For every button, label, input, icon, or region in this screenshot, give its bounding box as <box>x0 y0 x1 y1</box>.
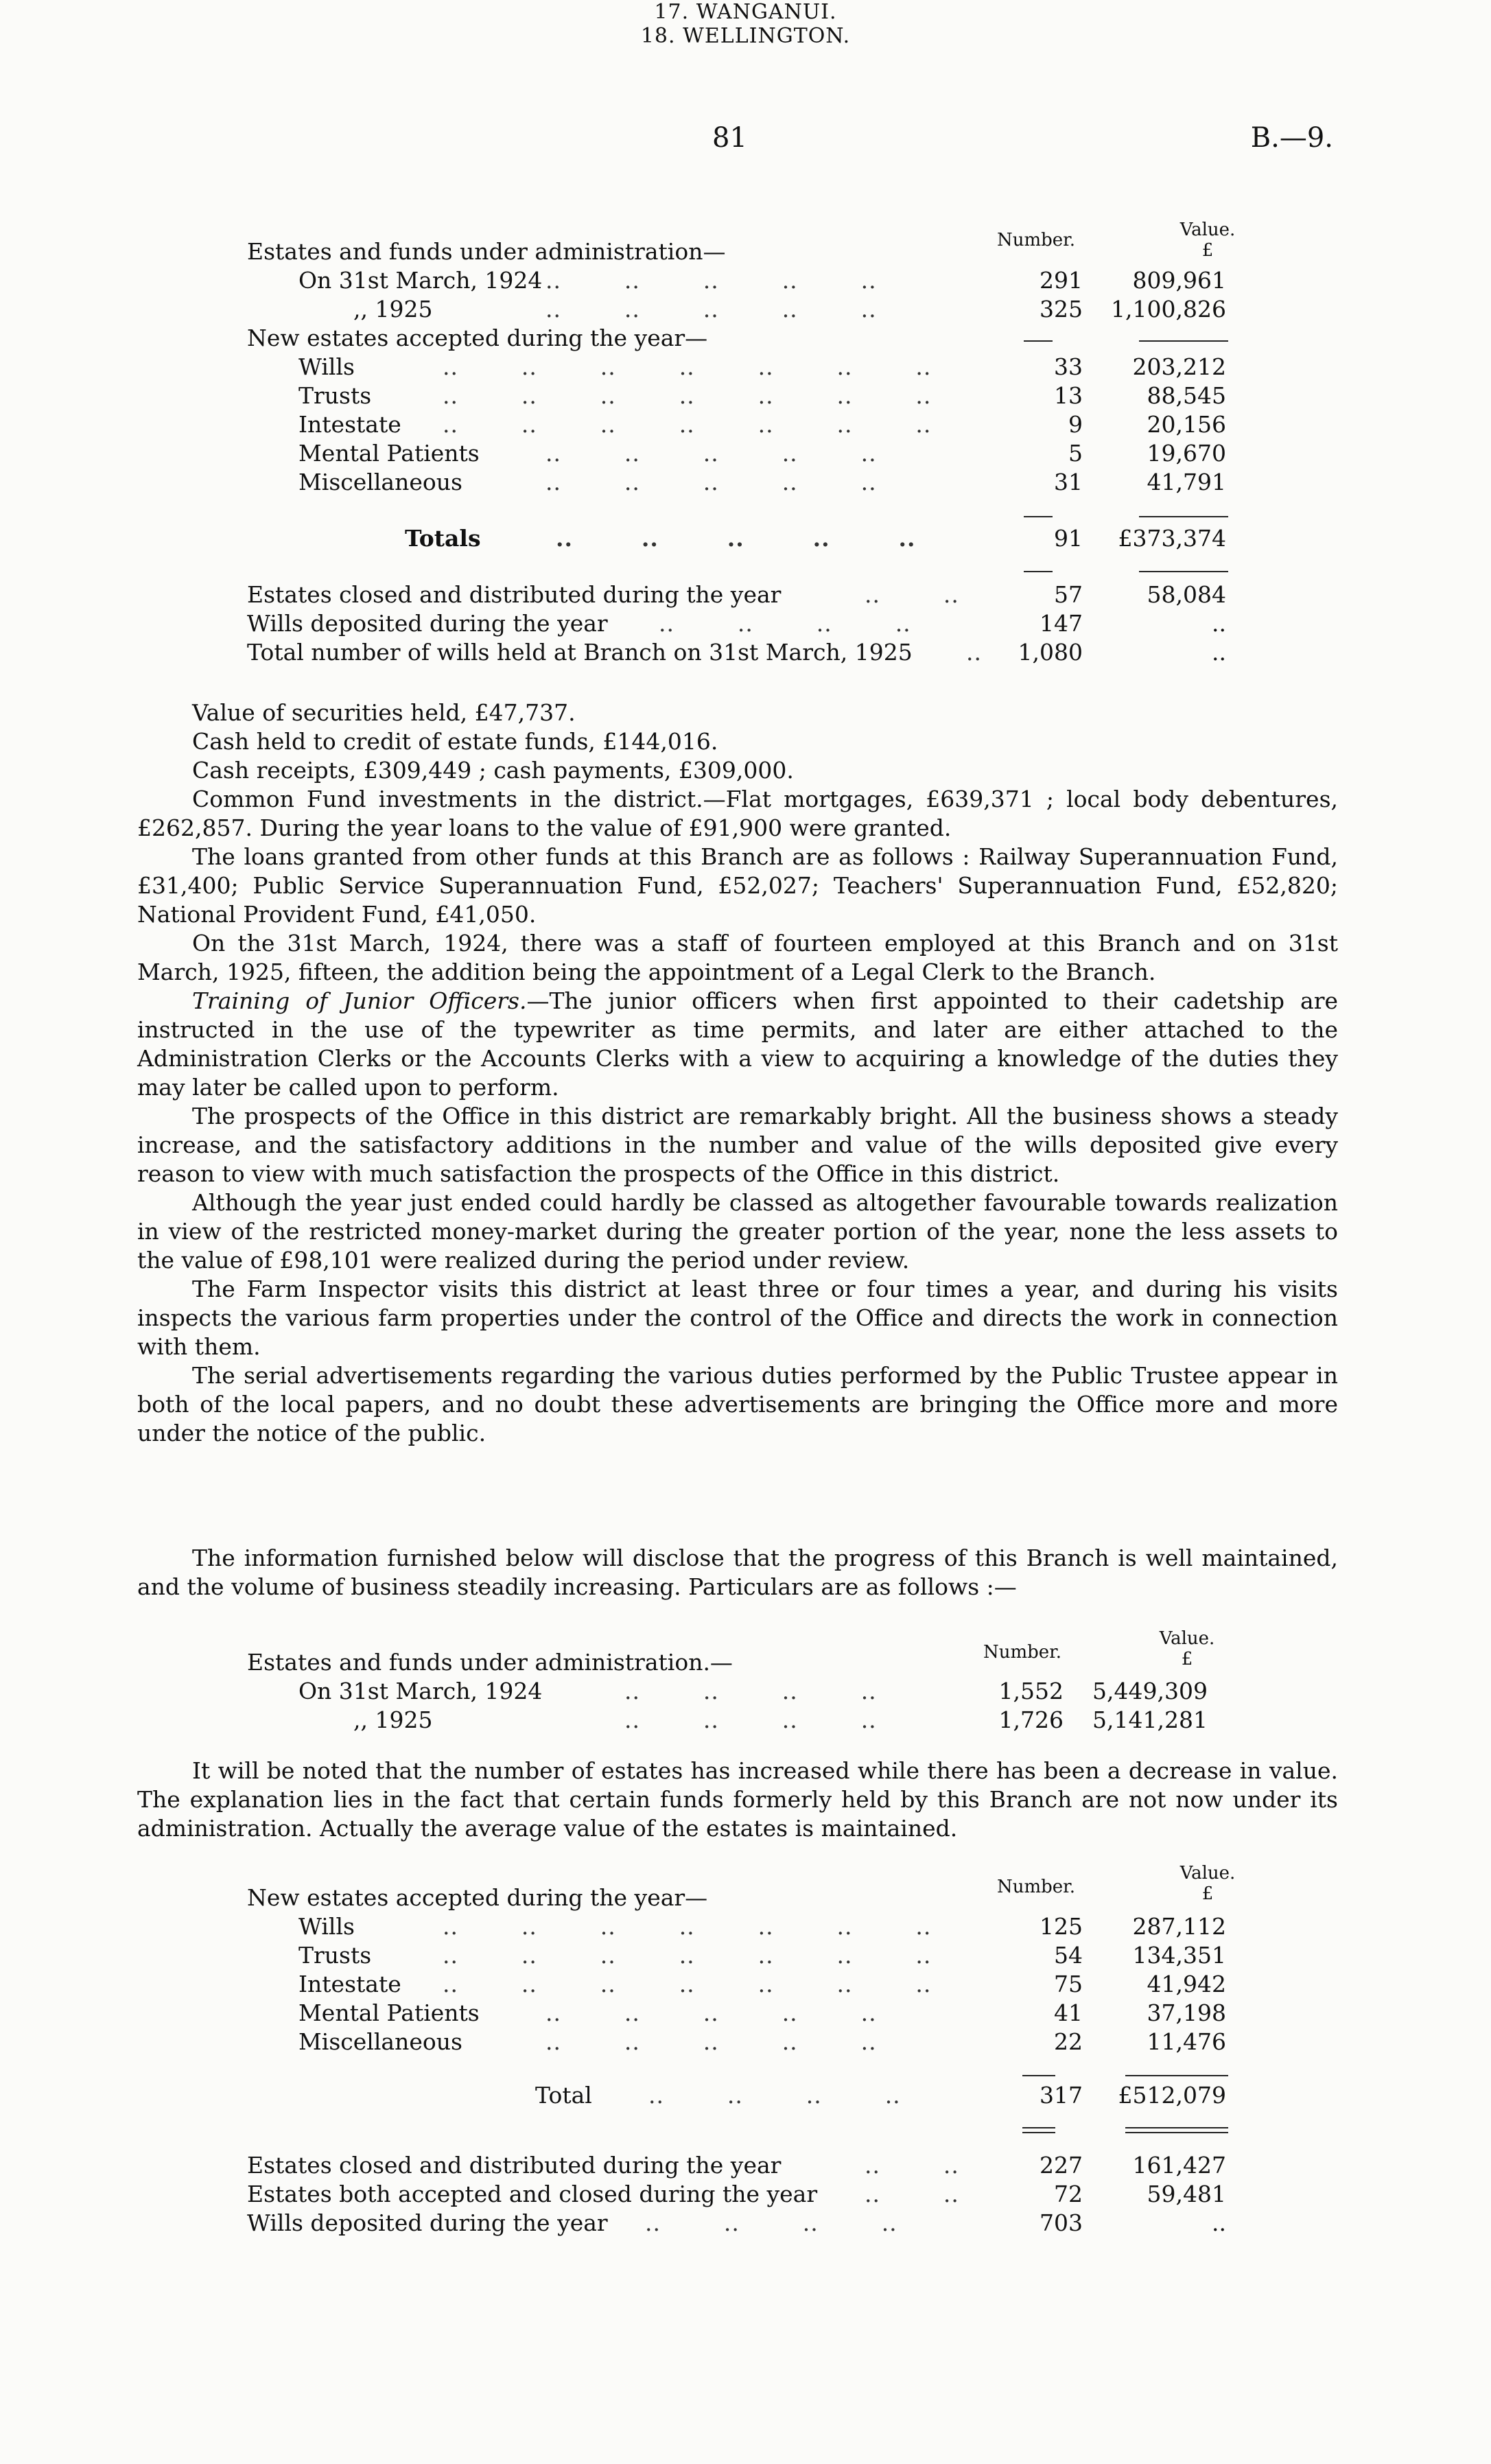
paragraph: The information furnished below will disclose that the progress of this Branch is well maintained, and the volume of business steadily increasing. Particulars are as follows :— <box>137 1545 1338 1600</box>
table-row: Mental Patients .. .. .. .. .. 41 37,198 <box>298 1999 1226 2026</box>
paragraph: Value of securities held, £47,737. <box>192 699 576 726</box>
rule <box>1022 2075 1055 2076</box>
rule <box>1125 2075 1228 2076</box>
table-row: Mental Patients .. .. .. .. .. 5 19,670 <box>298 440 1226 467</box>
rule <box>1139 571 1228 572</box>
table-row: Estates closed and distributed during the year .. .. 57 58,084 <box>247 581 1226 608</box>
table-row: Estates both accepted and closed during the year .. .. 72 59,481 <box>247 2181 1226 2207</box>
table-row: Wills deposited during the year .. .. .. .. 147 .. <box>247 610 1226 637</box>
table-row: Trusts .. .. .. .. .. .. .. 54 134,351 <box>298 1942 1226 1969</box>
value-label: Value. <box>1159 1628 1215 1649</box>
paragraph: The Farm Inspector visits this district at least three or four times a year, and during his visits inspects the various farm properties under the control of the Office and directs the work in connection with them. <box>137 1276 1338 1360</box>
document-reference: B.—9. <box>1250 122 1333 154</box>
paragraph: It will be noted that the number of estates has increased while there has been a decrease in value. The explanation lies in the fact that certain funds formerly held by this Branch are not now under its administration. Actually the average value of the estates is maintained. <box>137 1757 1338 1842</box>
column-header-number: Number. <box>996 230 1076 250</box>
wellington-intro <box>137 1544 1338 1601</box>
table-row: On 31st March, 1924 .. .. .. .. .. 291 809,961 <box>298 267 1226 294</box>
table-row: Intestate .. .. .. .. .. .. .. 75 41,942 <box>298 1971 1226 1997</box>
wanganui-table <box>233 237 1263 667</box>
totals-row: Totals .. .. .. .. .. 91 £373,374 <box>405 525 1226 552</box>
admin-heading: Estates and funds under administration.— <box>247 1649 733 1676</box>
rule <box>1024 340 1053 342</box>
new-estates-heading: New estates accepted during the year— <box>247 1884 708 1911</box>
double-rule <box>1125 2127 1228 2133</box>
paragraph: The serial advertisements regarding the various duties performed by the Public Trustee appear in both of the local papers, and no doubt these advertisements are bringing the Office more and more under the notice of the public. <box>137 1362 1338 1446</box>
paragraph: Training of Junior Officers.—The junior officers when first appointed to their cadetship are instructed in the use of the typewriter as time permits, and later are either attached to the Administration Clerks or the Accounts Clerks with a view to acquiring a knowledge of the duties they may later be called upon to perform. <box>137 987 1338 1101</box>
wellington-note <box>137 1757 1338 1843</box>
rule <box>1024 516 1053 517</box>
wanganui-text <box>137 699 1338 1448</box>
section-title-wanganui: 17. WANGANUI. <box>654 0 837 24</box>
wellington-new-estates-table <box>233 1884 1263 2238</box>
paragraph: Although the year just ended could hardly be classed as altogether favourable towards realization in view of the restricted money-market during the greater portion of the year, none the less assets to the value of £98,101 were realized during the period under review. <box>137 1189 1338 1274</box>
currency-symbol: £ <box>1201 240 1214 261</box>
table-row: Wills .. .. .. .. .. .. .. 125 287,112 <box>298 1913 1226 1940</box>
rule <box>1024 571 1053 572</box>
training-heading: Training of Junior Officers. <box>192 987 527 1014</box>
table-row: Estates closed and distributed during the year .. .. 227 161,427 <box>247 2152 1226 2179</box>
table-row: ,, 1925 .. .. .. .. 1,726 5,141,281 <box>353 1706 1208 1733</box>
table-row: On 31st March, 1924 .. .. .. .. 1,552 5,449,309 <box>298 1678 1208 1704</box>
paragraph: Cash held to credit of estate funds, £144,016. <box>192 728 718 755</box>
rule <box>1139 340 1228 342</box>
wellington-admin-table <box>233 1648 1263 1735</box>
paragraph: Cash receipts, £309,449 ; cash payments, £309,000. <box>192 757 794 784</box>
table-row: Wills .. .. .. .. .. .. .. 33 203,212 <box>298 353 1226 380</box>
column-header-number: Number. <box>996 1877 1076 1897</box>
value-label: Value. <box>1179 220 1236 240</box>
paragraph: The loans granted from other funds at this Branch are as follows : Railway Superannuation Fund, £31,400; Public Service Superannuation Fund, £52,027; Teachers' Superannuation Fund, £52,820; National Provident Fund, £41,050. <box>137 843 1338 928</box>
table-row: Wills deposited during the year .. .. .. .. 703 .. <box>247 2209 1226 2236</box>
currency-symbol: £ <box>1181 1649 1193 1669</box>
table-row: Miscellaneous .. .. .. .. .. 22 11,476 <box>298 2028 1226 2055</box>
totals-row: Total .. .. .. .. 317 £512,079 <box>535 2082 1226 2109</box>
double-rule <box>1022 2127 1055 2133</box>
table-row: Trusts .. .. .. .. .. .. .. 13 88,545 <box>298 382 1226 409</box>
paragraph: Common Fund investments in the district.—Flat mortgages, £639,371 ; local body debentures, £262,857. During the year loans to the value of £91,900 were granted. <box>137 786 1338 841</box>
admin-heading: Estates and funds under administration— <box>247 238 726 265</box>
paragraph: The prospects of the Office in this district are remarkably bright. All the business shows a steady increase, and the satisfactory additions in the number and value of the wills deposited give every reason to view with much satisfaction the prospects of the Office in this district. <box>137 1103 1338 1187</box>
column-header-number: Number. <box>983 1642 1062 1663</box>
section-title-wellington: 18. WELLINGTON. <box>640 24 851 48</box>
page-number: 81 <box>712 122 747 154</box>
rule <box>1139 516 1228 517</box>
value-label: Value. <box>1179 1863 1236 1884</box>
paragraph: On the 31st March, 1924, there was a staff of fourteen employed at this Branch and on 31st March, 1925, fifteen, the addition being the appointment of a Legal Clerk to the Branch. <box>137 930 1338 985</box>
currency-symbol: £ <box>1201 1884 1214 1904</box>
table-row: ,, 1925 .. .. .. .. .. 325 1,100,826 <box>353 296 1226 322</box>
table-row: Intestate .. .. .. .. .. .. .. 9 20,156 <box>298 411 1226 438</box>
table-row: Miscellaneous .. .. .. .. .. 31 41,791 <box>298 469 1226 495</box>
table-row: Total number of wills held at Branch on 31st March, 1925 .. 1,080 .. <box>247 639 1226 666</box>
new-estates-heading: New estates accepted during the year— <box>247 325 708 351</box>
